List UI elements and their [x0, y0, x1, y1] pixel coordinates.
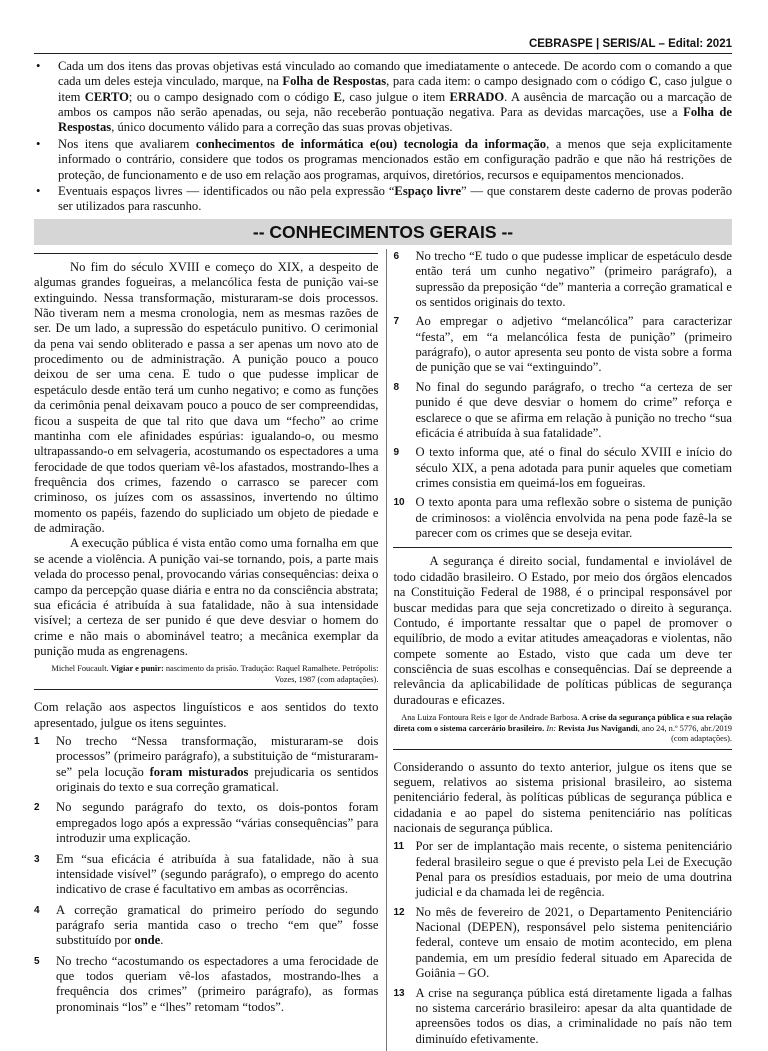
question-item [34, 852, 378, 898]
right-column [386, 249, 732, 1051]
text-run: C [648, 74, 658, 89]
instructions-list [34, 59, 732, 215]
text-run: Vigiar e punir: [110, 664, 164, 674]
text-run: ERRADO [449, 89, 505, 104]
item-number: 3 [34, 853, 40, 865]
question-item [393, 905, 732, 982]
text-run: Por ser de implantação mais recente, o sistema penitenciário federal brasileiro segue o que é previsto pela Lei de Execução Penal para os presídios estaduais, por meio de uma doutrina judicial e da chamada lei de regência. [415, 839, 732, 900]
text-run: onde [134, 933, 161, 948]
text-run: Eventuais espaços livres — identificados ou não pela expressão “ [58, 183, 395, 198]
text-run: Nos itens que avaliarem [58, 136, 196, 151]
question-item [393, 249, 732, 310]
item-text [56, 852, 378, 898]
text-run: Revista Jus Navigandi [558, 723, 638, 733]
left-column [34, 249, 378, 1051]
text-run: Ana Luiza Fontoura Reis e Igor de Andrade Barbosa. [401, 713, 582, 723]
item-number: 2 [34, 802, 40, 814]
two-column-body [34, 249, 732, 1051]
text-run: prejudicaria os sentidos originais do texto e sua correção gramatical. [56, 764, 379, 795]
question-item [34, 954, 378, 1015]
text-run: No trecho “acostumando os espectadores a uma ferocidade de que todos queriam vê-los afastados, mostrando-lhes a frequência dos crimes” (primeiro parágrafo), as formas pronominais “los” e “lhes” retomam “todos”. [56, 953, 379, 1014]
question-item [393, 839, 732, 900]
text-2-citation [393, 713, 732, 745]
item-text [56, 954, 378, 1015]
text-run: CERTO [84, 89, 129, 104]
text-run: ” — que constarem deste caderno de provas poderão ser utilizados para rascunho. [58, 183, 733, 214]
item-text [56, 734, 378, 795]
text-run: Ao empregar o adjetivo “melancólica” para caracterizar “festa”, em “a melancólica festa de punição” (primeiro parágrafo), o autor apresenta seu ponto de vista sobre a forma de punição que se vai “extinguindo”. [415, 314, 732, 375]
question-stem-1: Com relação aos aspectos linguísticos e aos sentidos do texto apresentado, julgue os itens seguintes. [34, 700, 379, 730]
instruction-item [34, 184, 732, 215]
question-item [393, 380, 732, 441]
question-stem-2: Considerando o assunto do texto anterior, julgue os itens que se seguem, relativos ao sistema prisional brasileiro, ao sistema penitenciário federal, às políticas públicas de segurança pública e cidadania e ao papel do sistema penitenciário nas políticas nacionais de segurança pública. [393, 759, 732, 835]
item-number: 12 [393, 906, 405, 918]
item-number: 1 [34, 736, 40, 748]
question-item [393, 445, 732, 491]
item-text [415, 905, 732, 982]
text-run: No mês de fevereiro de 2021, o Departamento Penitenciário Nacional (DEPEN), responsável pelo sistema penitenciário federal, conteve um ensaio de motim acontecido, em plena pandemia, em um presídio federal situado em Aparecida de Goiânia – GO. [415, 904, 732, 981]
text-run: O texto aponta para uma reflexão sobre o sistema de punição de criminosos: a violência envolvida na pena pode fazê-la se parecer com os crimes que se deseja evitar. [415, 495, 732, 541]
text-run: No trecho “Nessa transformação, misturaram-se dois processos” (primeiro parágrafo), a substituição de “misturaram-se” pela locução [56, 734, 379, 779]
question-item [393, 495, 732, 541]
item-text [415, 249, 732, 310]
text-run: , único documento válido para a correção das suas provas objetivas. [111, 120, 453, 135]
item-number: 8 [393, 381, 399, 393]
item-text [415, 839, 732, 900]
text-run: Folha de Respostas [58, 105, 732, 135]
text-run: Em “sua eficácia é atribuída à sua fatalidade, não à sua intensidade visível” (segundo parágrafo), o emprego do acento indicativo de crase é facultativo em ambas as ocorrências. [56, 851, 379, 897]
text-run: . [160, 933, 164, 948]
text-run: , ano 24, n.º 5776, abr./2019 (com adaptações). [637, 723, 732, 744]
item-text [56, 903, 378, 949]
text-2-box [393, 547, 732, 749]
text-1-box [34, 253, 378, 690]
question-item [34, 903, 378, 949]
instruction-item [34, 137, 732, 183]
text-run: No final do segundo parágrafo, o trecho “a certeza de ser punido é que deve desviar o homem do crime” reforça e esclarece o que se afirma em relação à punição no trecho “sua eficácia é atribuída à sua fatalidade”. [415, 379, 732, 440]
question-item [393, 986, 732, 1047]
text-run: conhecimentos de informática e(ou) tecnologia da informação [195, 136, 547, 151]
text-run: In: [546, 723, 557, 733]
question-item [393, 314, 732, 375]
instruction-item [34, 59, 732, 136]
text-run: Michel Foucault. [51, 664, 111, 674]
item-number: 10 [393, 497, 405, 509]
text-1-paragraph: No fim do século XVIII e começo do XIX, a despeito de algumas grandes fogueiras, a melancólica festa de punição vai-se extinguindo. Nessa transformação, misturaram-se dois processos. Não tiveram nem a mesma cronologia, nem as mesmas razões de ser. De um lado, a supressão do espetáculo punitivo. O cerimonial da pena vai sendo obliterado e passa a ser apenas um novo ato de procedimento ou de administração. A punição pouco a pouco deixou de ser uma cena. E tudo o que pudesse implicar de espetáculo desde então terá um cunho negativo; e como as funções da cerimônia penal deixavam pouco a pouco de ser compreendidas, ficou a suspeita de que tal rito que dava um “fecho” ao crime mantinha com ele afinidades espúrias: igualando-o, ou mesmo ultrapassando-o em selvageria, acostumando os espectadores a uma ferocidade de que todos queriam vê-los afastados, mostrando-lhes a frequência dos crimes, fazendo o carrasco se parecer com criminoso, os juízes com os assassinos, invertendo no último momento os papéis, fazendo do supliciado um objeto de piedade e de admiração. [34, 259, 379, 536]
item-number: 9 [393, 447, 399, 459]
item-text [56, 800, 378, 846]
items-right-bottom [393, 839, 732, 1047]
text-run: O texto informa que, até o final do século XVIII e início do século XIX, a pena adotada para punir aqueles que cometiam crimes consistia em queimá-los em fogueiras. [415, 445, 732, 490]
question-item [34, 800, 378, 846]
text-run: A crise da segurança pública e sua relação direta com o sistema carcerário brasileiro. [393, 713, 732, 733]
item-number: 7 [393, 316, 399, 328]
item-text [415, 380, 732, 441]
text-run: , caso julgue o item [58, 74, 733, 104]
item-text [415, 314, 732, 375]
item-number: 5 [34, 955, 40, 967]
text-run: ; ou o campo designado com o código [128, 89, 334, 104]
text-1-paragraph: A execução pública é vista então como uma fornalha em que se acende a violência. A punição vai-se tornando, pois, a parte mais velada do processo penal, provocando várias consequências: deixa o campo da percepção quase diária e entra no da consciência abstrata; sua eficácia é atribuída à sua fatalidade, não à sua intensidade visível; a certeza de ser punido é que deve desviar o homem do crime e não mais o abominável teatro; a mecânica exemplar da punição muda as engrenagens. [34, 536, 379, 658]
text-run: , caso julgue o item [341, 89, 450, 104]
text-run: . A ausência de marcação ou a marcação de ambos os campos não serão apenadas, ou seja, não receberão pontuação negativa. Para as devidas marcações, use a [58, 89, 732, 120]
item-number: 4 [34, 904, 40, 916]
text-2-paragraph: A segurança é direito social, fundamental e inviolável de todo cidadão brasileiro. O Estado, por meio dos órgãos elencados na Constituição Federal de 1988, é o principal responsável por buscar medidas para que seja concretizado o direito à segurança. Contudo, é importante ressaltar que o papel de promover o equilíbrio, de modo a evitar atitudes ameaçadoras e violentas, não compete somente ao Estado, visto que cada um deve ter consciência de suas escolhas e consequências. Daí se depreende a relevância da aplicabilidade de políticas públicas de segurança duradouras e eficazes. [393, 554, 732, 707]
text-run: A correção gramatical do primeiro período do segundo parágrafo seria mantida caso o trecho “em que” fosse substituído por [56, 902, 379, 948]
item-number: 6 [393, 250, 399, 262]
text-run: Cada um dos itens das provas objetivas está vinculado ao comando que imediatamente o antecede. De acordo com o comando a que cada um deles esteja vinculado, marque, na [58, 59, 732, 89]
text-run: E [333, 89, 342, 104]
text-run: nascimento da prisão. Tradução: Raquel Ramalhete. Petrópolis: Vozes, 1987 (com adaptações). [163, 664, 379, 684]
text-run: , a menos que seja explicitamente informado o contrário, considere que todos os programas mencionados estão em configuração padrão e que não há restrições de proteção, de funcionamento e de uso em relação aos programas, arquivos, diretórios, recursos e equipamentos mencionados. [58, 136, 732, 182]
text-run: Espaço livre [394, 183, 462, 198]
text-run: A crise na segurança pública está diretamente ligada a falhas no sistema carcerário brasileiro: apesar da alta quantidade de apreensões todos os dias, a criminalidade no país não tem diminuído efetivamente. [415, 985, 732, 1046]
text-run: foram misturados [149, 764, 249, 779]
text-run: Folha de Respostas [282, 74, 387, 89]
section-title: -- CONHECIMENTOS GERAIS -- [34, 219, 732, 245]
item-text [415, 986, 732, 1047]
item-number: 11 [393, 841, 405, 853]
text-run: , para cada item: o campo designado com o código [386, 74, 649, 89]
text-run: No trecho “E tudo o que pudesse implicar de espetáculo desde então terá um cunho negativo” (primeiro parágrafo), a supressão da preposição “de” manteria a correção gramatical e os sentidos originais do texto. [415, 248, 732, 310]
text-1-citation [34, 664, 378, 685]
question-item [34, 734, 378, 795]
text-run: No segundo parágrafo do texto, os dois-pontos foram empregados logo após a expressão “várias consequências” para introduzir uma explicação. [56, 800, 379, 846]
items-left [34, 734, 378, 1015]
page-header: CEBRASPE | SERIS/AL – Edital: 2021 [34, 0, 732, 54]
item-text [415, 445, 732, 491]
item-number: 13 [393, 987, 405, 999]
item-text [415, 495, 732, 541]
items-right-top [393, 249, 732, 541]
